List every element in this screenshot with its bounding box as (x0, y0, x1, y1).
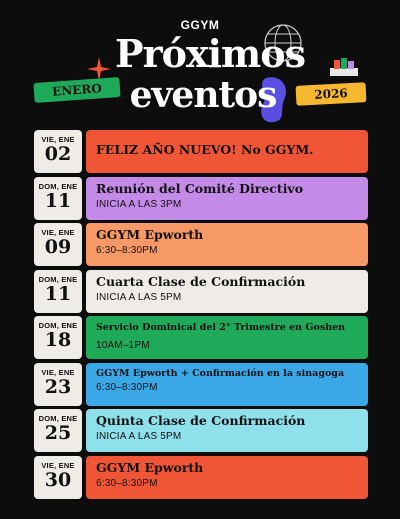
event-weekday: VIE, ENE (41, 135, 75, 144)
event-day: 09 (44, 236, 72, 258)
title-line-1: Próximos (115, 31, 305, 76)
event-row (34, 223, 368, 267)
event-weekday: DOM, ENE (38, 181, 78, 191)
header (0, 0, 400, 128)
event-row (34, 177, 368, 221)
event-card (86, 316, 368, 359)
event-title: Cuarta Clase de Confirmación (96, 273, 306, 289)
event-weekday: DOM, ENE (38, 414, 78, 423)
event-day: 18 (44, 329, 72, 351)
event-date (34, 130, 82, 173)
event-card (86, 223, 368, 266)
event-row (34, 130, 368, 174)
books-icon (328, 56, 360, 80)
event-day: 30 (44, 468, 72, 491)
event-row (34, 456, 368, 500)
event-weekday: VIE, ENE (41, 228, 75, 237)
event-title: Reunión del Comité Directivo (96, 180, 304, 196)
event-day: 11 (44, 189, 72, 212)
title-line-2: eventos (129, 74, 277, 116)
event-row (34, 363, 368, 407)
event-row (34, 316, 368, 360)
event-time: INICIA A LAS 5PM (96, 431, 182, 442)
event-title: GGYM Epworth (96, 227, 204, 242)
event-day: 02 (44, 143, 72, 165)
event-weekday: VIE, ENE (41, 367, 75, 377)
event-card (86, 177, 368, 220)
event-time: 6:30–8:30PM (96, 381, 158, 393)
event-day: 25 (44, 422, 72, 444)
event-weekday: VIE, ENE (41, 460, 75, 470)
event-card (86, 363, 368, 406)
month-badge: ENERO (33, 77, 120, 103)
event-time: INICIA A LAS 3PM (96, 198, 182, 210)
event-date (34, 409, 82, 452)
event-time: 6:30–8:30PM (96, 245, 158, 256)
event-day: 23 (44, 375, 72, 398)
event-row (34, 409, 368, 453)
event-time: 6:30–8:30PM (96, 477, 158, 489)
event-date (34, 270, 82, 313)
event-card (86, 270, 368, 313)
event-title: FELIZ AÑO NUEVO! No GGYM. (96, 142, 314, 157)
event-date (34, 177, 82, 220)
event-card (86, 409, 368, 452)
event-time: 10AM–1PM (96, 340, 150, 351)
brand-name: GGYM (180, 18, 220, 32)
event-day: 11 (44, 282, 72, 305)
event-card (86, 130, 368, 173)
event-weekday: DOM, ENE (38, 321, 78, 330)
event-title: Quinta Clase de Confirmación (96, 413, 306, 428)
event-time: INICIA A LAS 5PM (96, 291, 182, 303)
event-date (34, 363, 82, 406)
event-title: GGYM Epworth (96, 459, 204, 475)
event-title: Servicio Dominical del 2° Trimestre en Goshen (96, 322, 346, 333)
event-date (34, 223, 82, 266)
year-badge: 2026 (296, 82, 367, 106)
event-list (34, 130, 368, 502)
event-date (34, 316, 82, 359)
event-weekday: DOM, ENE (38, 274, 78, 284)
event-date (34, 456, 82, 499)
event-card (86, 456, 368, 499)
event-title: GGYM Epworth + Confirmación en la sinagoga (96, 367, 345, 379)
event-row (34, 270, 368, 314)
